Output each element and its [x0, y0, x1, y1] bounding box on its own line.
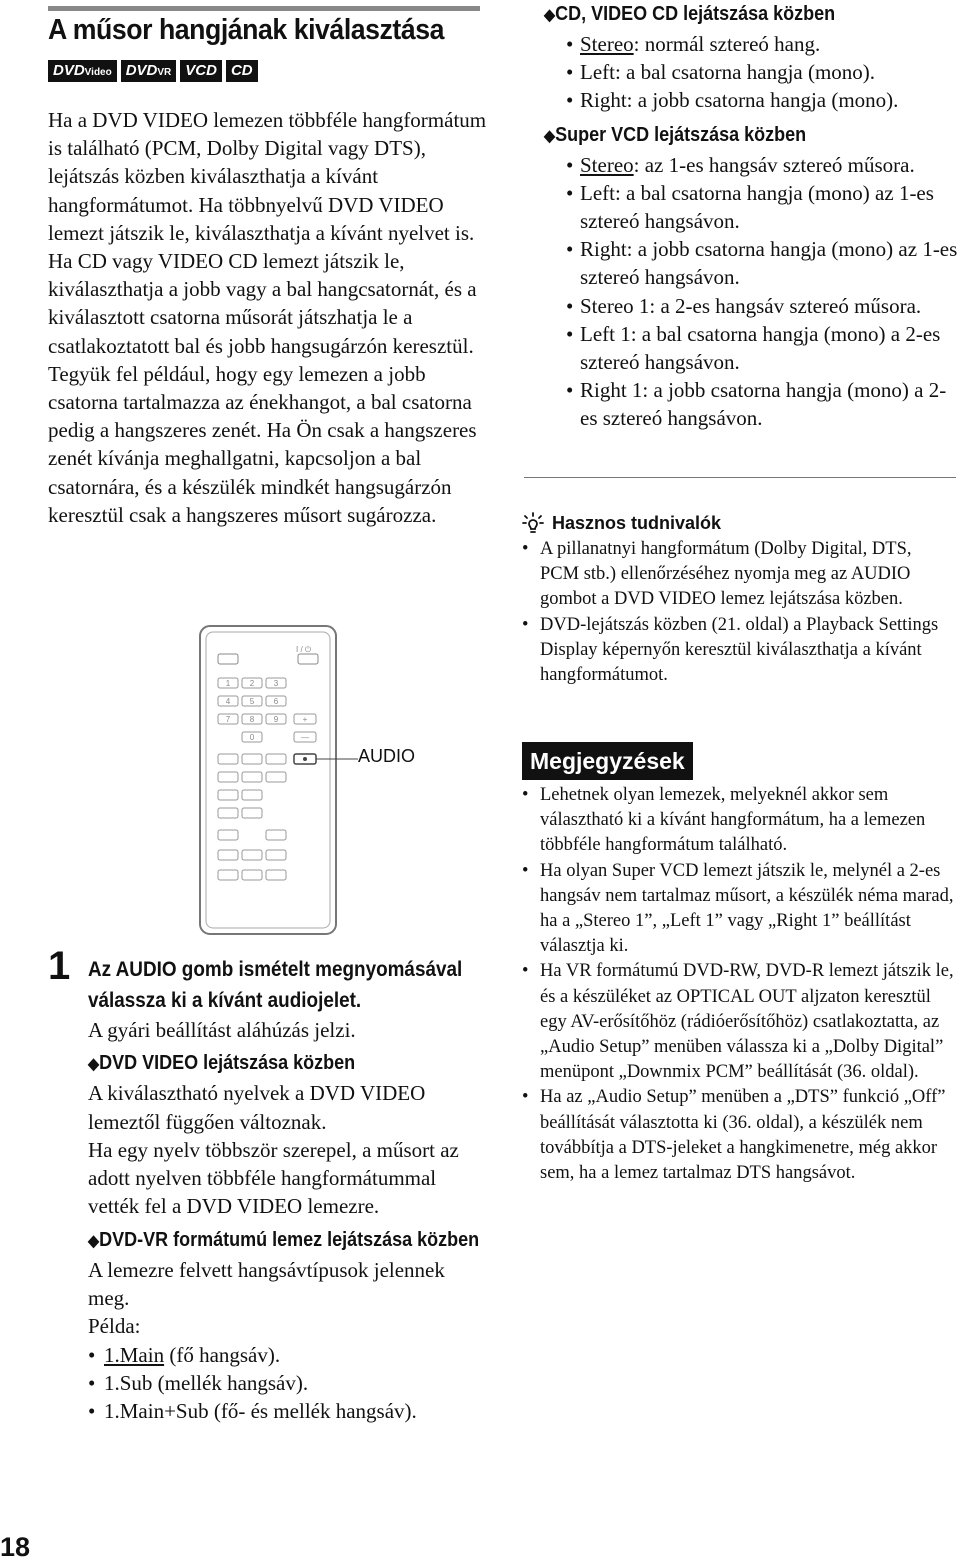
disc-type-badges [48, 60, 258, 82]
svg-text:3: 3 [273, 679, 279, 688]
list-item: • A pillanatnyi hangformátum (Dolby Digital, DTS, PCM stb.) ellenőrzéséhez nyomja meg az AUDIO gombot a DVD VIDEO lemez lejátszása közben. [522, 537, 954, 613]
intro-text [48, 106, 488, 529]
intro-paragraph: Ha CD vagy VIDEO CD lemezt játszik le, kiválaszthatja a jobb vagy a bal hangcsatornát, és a kiválasztott csatorna műsorát játszhatja le a csatlakoztatott bal és jobb hangsugárzón keresztül. Tegyük fel például, hogy egy lemezen a jobb csatorna tartalmazza az énekhangot, a bal csatorna pedig a hangszeres zenét. Ha Ön csak a hangszeres zenét kívánja meghallgatni, kapcsoljon a bal csatornára, és a készülék mindkét hangsugárzón keresztül csak a hangszeres műsort sugározza. [48, 249, 477, 527]
intro-paragraph: Ha a DVD VIDEO lemezen többféle hangformátum is található (PCM, Dolby Digital vagy DTS), lejátszás közben kiválaszthatja a kívánt hangformátumot. Ha többnyelvű DVD VIDEO lemezt játszik le, kiválaszthatja a kívánt nyelvet is. [48, 108, 487, 245]
cd-heading: ◆CD, VIDEO CD lejátszása közben [544, 3, 836, 25]
tips-list [522, 537, 954, 688]
notes-list-container [522, 783, 956, 1186]
svcd-heading: ◆Super VCD lejátszása közben [544, 123, 807, 146]
list-item: • Stereo: az 1-es hangsáv sztereó műsora. [566, 151, 960, 179]
list-item: • Left 1: a bal csatorna hangja (mono) a 2-es sztereó hangsávon. [566, 320, 960, 376]
list-item: • Ha az „Audio Setup” menüben a „DTS” funkció „Off” beállítását választotta ki (36. oldal), a készülék nem továbbítja a DTS-jeleket a hangkimenetre, még akkor sem, ha a lemez tartalmaz DTS hangsávot. [522, 1085, 956, 1186]
list-item: • Stereo 1: a 2-es hangsáv sztereó műsora. [566, 292, 960, 320]
badge-cd: CD [226, 60, 258, 82]
notes-heading: Megjegyzések [522, 742, 693, 780]
page-number: 18 [0, 1532, 31, 1562]
svcd-options-list [566, 151, 960, 433]
step-number: 1 [48, 944, 71, 988]
notes-list [522, 783, 956, 1186]
dvd-video-text: A kiválasztható nyelvek a DVD VIDEO lemeztől függően változnak. [88, 1081, 426, 1134]
list-item: • Left: a bal csatorna hangja (mono) az 1-es sztereó hangsávon. [566, 179, 960, 235]
svg-text:4: 4 [225, 697, 231, 706]
list-item: • Right: a jobb csatorna hangja (mono) az 1-es sztereó hangsávon. [566, 235, 960, 291]
lightbulb-icon [522, 512, 544, 534]
diamond-arrow-icon: ◆ [88, 1056, 100, 1074]
svg-text:+: + [302, 715, 308, 724]
svg-text:5: 5 [249, 697, 255, 706]
svg-text:9: 9 [273, 715, 279, 724]
remote-control-illustration [198, 624, 338, 936]
list-item: • DVD-lejátszás közben (21. oldal) a Playback Settings Display képernyőn keresztül kiválaszthatja a kívánt hangformátumot. [522, 613, 954, 689]
svg-text:—: — [301, 733, 309, 742]
list-item: • Stereo: normál sztereó hang. [566, 30, 960, 58]
list-item: • Right 1: a jobb csatorna hangja (mono) a 2-es sztereó hangsávon. [566, 376, 960, 432]
badge-dvd-vr: DVDVR [121, 60, 177, 82]
badge-dvd-video: DVDVideo [48, 60, 117, 82]
list-item: • Right: a jobb csatorna hangja (mono). [566, 86, 960, 114]
example-label: Példa: [88, 1314, 141, 1339]
svg-text:8: 8 [249, 715, 255, 724]
svg-text:2: 2 [249, 679, 255, 688]
diamond-arrow-icon: ◆ [544, 7, 556, 24]
right-column [544, 0, 960, 433]
audio-callout-label: AUDIO [358, 746, 416, 766]
tips-list-container [522, 537, 954, 688]
step-note: A gyári beállítást aláhúzás jelzi. [88, 1018, 356, 1042]
badge-vcd: VCD [180, 60, 222, 82]
list-item: • 1.Main+Sub (fő- és mellék hangsáv). [88, 1397, 488, 1425]
title-rule [48, 6, 480, 11]
list-item: • Lehetnek olyan lemezek, melyeknél akkor sem választható ki a kívánt hangformátum, ha a lemezen többféle hangformátum található. [522, 783, 956, 859]
list-item: • Ha olyan Super VCD lemezt játszik le, melynél a 2-es hangsáv nem tartalmaz műsort, a készülék néma marad, ha a „Stereo 1”, „Left 1” vagy „Right 1” beállítást választja ki. [522, 859, 956, 960]
power-label: I / ⏻ [296, 645, 312, 654]
dvd-video-text: Ha egy nyelv többször szerepel, a műsort az adott nyelven többféle hangformátummal vették fel a DVD VIDEO lemezre. [88, 1137, 459, 1219]
step-body [88, 954, 488, 1426]
list-item: • Left: a bal csatorna hangja (mono). [566, 58, 960, 86]
list-item: • 1.Sub (mellék hangsáv). [88, 1369, 488, 1397]
step-title: Az AUDIO gomb ismételt megnyomásával válassza ki a kívánt audiojelet. [88, 958, 463, 1012]
example-list [88, 1341, 488, 1426]
page-title: A műsor hangjának kiválasztása [48, 14, 444, 46]
section-divider [524, 477, 956, 478]
audio-callout-line [336, 755, 358, 765]
svg-text:6: 6 [273, 697, 279, 706]
svg-text:7: 7 [225, 715, 231, 724]
tips-heading: Hasznos tudnivalók [522, 512, 721, 534]
svg-text:1: 1 [225, 679, 231, 688]
dvd-video-heading: ◆DVD VIDEO lejátszása közben [88, 1052, 356, 1075]
cd-options-list [566, 30, 960, 115]
dvd-vr-heading: ◆DVD-VR formátumú lemez lejátszása közben [88, 1228, 480, 1251]
diamond-arrow-icon: ◆ [88, 1232, 100, 1250]
diamond-arrow-icon: ◆ [544, 127, 556, 145]
list-item: • Ha VR formátumú DVD-RW, DVD-R lemezt játszik le, és a készüléket az OPTICAL OUT aljzaton keresztül egy AV-erősítőhöz (rádióerősítőhöz) csatlakoztatta, az „Audio Setup” menüben válassza ki a „Dolby Digital” menüpont „Downmix PCM” beállítását (36. oldal). [522, 959, 956, 1085]
svg-text:0: 0 [249, 733, 255, 742]
list-item: • 1.Main (fő hangsáv). [88, 1341, 488, 1369]
dvd-vr-text: A lemezre felvett hangsávtípusok jelennek meg. [88, 1257, 445, 1311]
